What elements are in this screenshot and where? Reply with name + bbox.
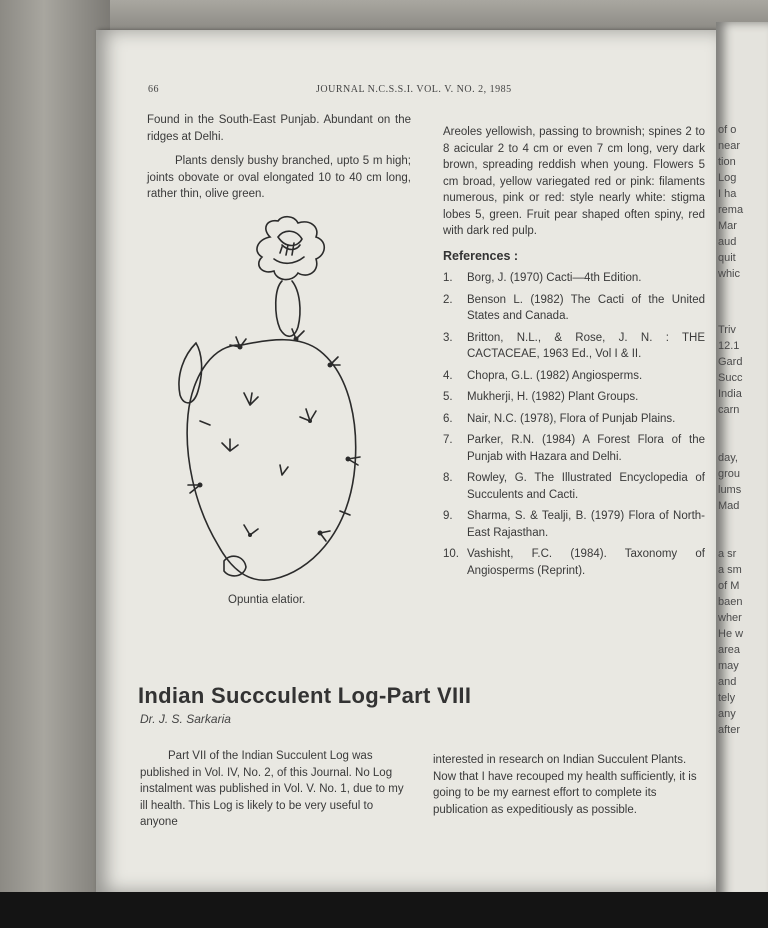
facing-page-text-fragment: day, [718,452,738,464]
facing-page-text-fragment: aud [718,236,737,248]
reference-text: Borg, J. (1970) Cacti—4th Edition. [467,272,642,284]
references-list [443,270,705,579]
reference-item [443,411,705,428]
reference-number: 9. [443,510,453,522]
reference-item [443,432,705,465]
facing-page-text-fragment: tely [718,692,736,704]
reference-number: 6. [443,412,453,425]
facing-page-text-fragment: any [718,708,736,720]
description-paragraph: Plants densly bushy branched, upto 5 m high; joints obovate or oval elongated 10 to 40 cm long, rather thin, olive green. [147,155,411,200]
reference-text: Mukherji, H. (1982) Plant Groups. [467,391,639,403]
left-column [147,112,411,211]
reference-number: 4. [443,369,453,382]
references-heading: References : [443,248,519,263]
reference-item [443,546,705,579]
areoles-paragraph: Areoles yellowish, passing to brownish; spines 2 to 8 acicular 2 to 4 cm or even 7 cm long, very dark brown, spreading reddish when young. Flowers 5 cm broad, yellow variegated red or pink: filaments numerous, pink or red: style nearly white: stigma lobes 5, green. Fruit pear shaped often spiny, red with dark red pulp. [443,126,705,237]
facing-page-text-fragment: and [718,676,737,688]
reference-number: 5. [443,391,453,403]
reference-item [443,330,705,363]
reference-text: Sharma, S. & Tealji, B. (1979) Flora of North-East Rajasthan. [467,510,705,539]
reference-text: Nair, N.C. (1978), Flora of Punjab Plains. [467,412,676,425]
reference-text: Chopra, G.L. (1982) Angiosperms. [467,369,643,382]
right-column [443,124,705,584]
facing-page-text-fragment: a sm [718,564,742,576]
article-intro-paragraph: Part VII of the Indian Succulent Log was published in Vol. IV, No. 2, of this Journal. No Log instalment was published in Vol. V. No. 1, due to my ill health. This Log is likely to be very useful to anyone [140,750,404,828]
reference-number: 2. [443,293,453,306]
reference-number: 7. [443,434,453,446]
facing-page-text-fragment: baen [718,596,743,608]
facing-page [716,22,768,902]
cover-left-edge [0,0,110,928]
facing-page-text-fragment: area [718,644,741,656]
reference-number: 1. [443,272,453,284]
reference-item [443,508,705,541]
facing-page-text-fragment: of M [718,580,740,592]
reference-item [443,470,705,503]
reference-number: 8. [443,472,453,484]
facing-page-text-fragment: whic [718,268,741,280]
facing-page-text-fragment: 12.1 [718,340,740,352]
facing-page-text-fragment: Gard [718,356,743,368]
facing-page-text-fragment: may [718,660,739,672]
facing-page-text-fragment: grou [718,468,741,480]
facing-page-text-fragment: tion [718,156,736,168]
journal-title: JOURNAL N.C.S.S.I. VOL. V. NO. 2, 1985 [316,84,512,95]
article-right-column [433,752,707,826]
reference-item [443,368,705,385]
facing-page-text-fragment: Mar [718,220,737,232]
reference-text: Vashisht, F.C. (1984). Taxonomy of Angiosperms (Reprint). [467,548,705,577]
reference-text: Britton, N.L., & Rose, J. N. : THE CACTACEAE, 1963 Ed., Vol I & II. [467,331,705,360]
facing-page-text-fragment: I ha [718,188,737,200]
article-continuation-paragraph: interested in research on Indian Succulent Plants. Now that I have recouped my health sufficiently, it is going to be my earnest effort to complete its publication as expeditiously as possible. [433,754,697,816]
article-title: Indian Succculent Log-Part VIII [138,683,472,708]
facing-page-text-fragment: Triv [718,324,736,336]
facing-page-text-fragment: a sr [718,548,737,560]
reference-number: 10. [443,548,459,560]
reference-text: Rowley, G. The Illustrated Encyclopedia of Succulents and Cacti. [467,472,705,501]
facing-page-text-fragment: wher [718,612,742,624]
facing-page-text-fragment: Mad [718,500,740,512]
figure-caption: Opuntia elatior. [228,594,306,606]
facing-page-text-fragment: near [718,140,741,152]
reference-number: 3. [443,331,453,344]
facing-page-text-fragment: quit [718,252,736,264]
reference-item [443,270,705,287]
article-left-column [140,748,404,839]
facing-page-text-fragment: India [718,388,742,400]
reference-text: Benson L. (1982) The Cacti of the United States and Canada. [467,293,705,322]
reference-text: Parker, R.N. (1984) A Forest Flora of the Punjab with Hazara and Delhi. [467,434,705,463]
reference-item [443,292,705,325]
facing-page-text-fragment: rema [718,204,744,216]
facing-page-text-fragment: Log [718,172,737,184]
facing-page-text-fragment: after [718,724,741,736]
facing-page-text-fragment: Succ [718,372,743,384]
opuntia-illustration [170,215,380,595]
facing-page-text-fragment: He w [718,628,744,640]
article-author: Dr. J. S. Sarkaria [140,712,231,726]
page-number: 66 [148,84,159,95]
bottom-shadow [0,892,768,928]
distribution-paragraph: Found in the South-East Punjab. Abundant on the ridges at Delhi. [147,114,411,143]
facing-page-text-fragment: of o [718,124,737,136]
facing-page-text-fragment: lums [718,484,742,496]
reference-item [443,389,705,406]
facing-page-text-fragment: carn [718,404,740,416]
